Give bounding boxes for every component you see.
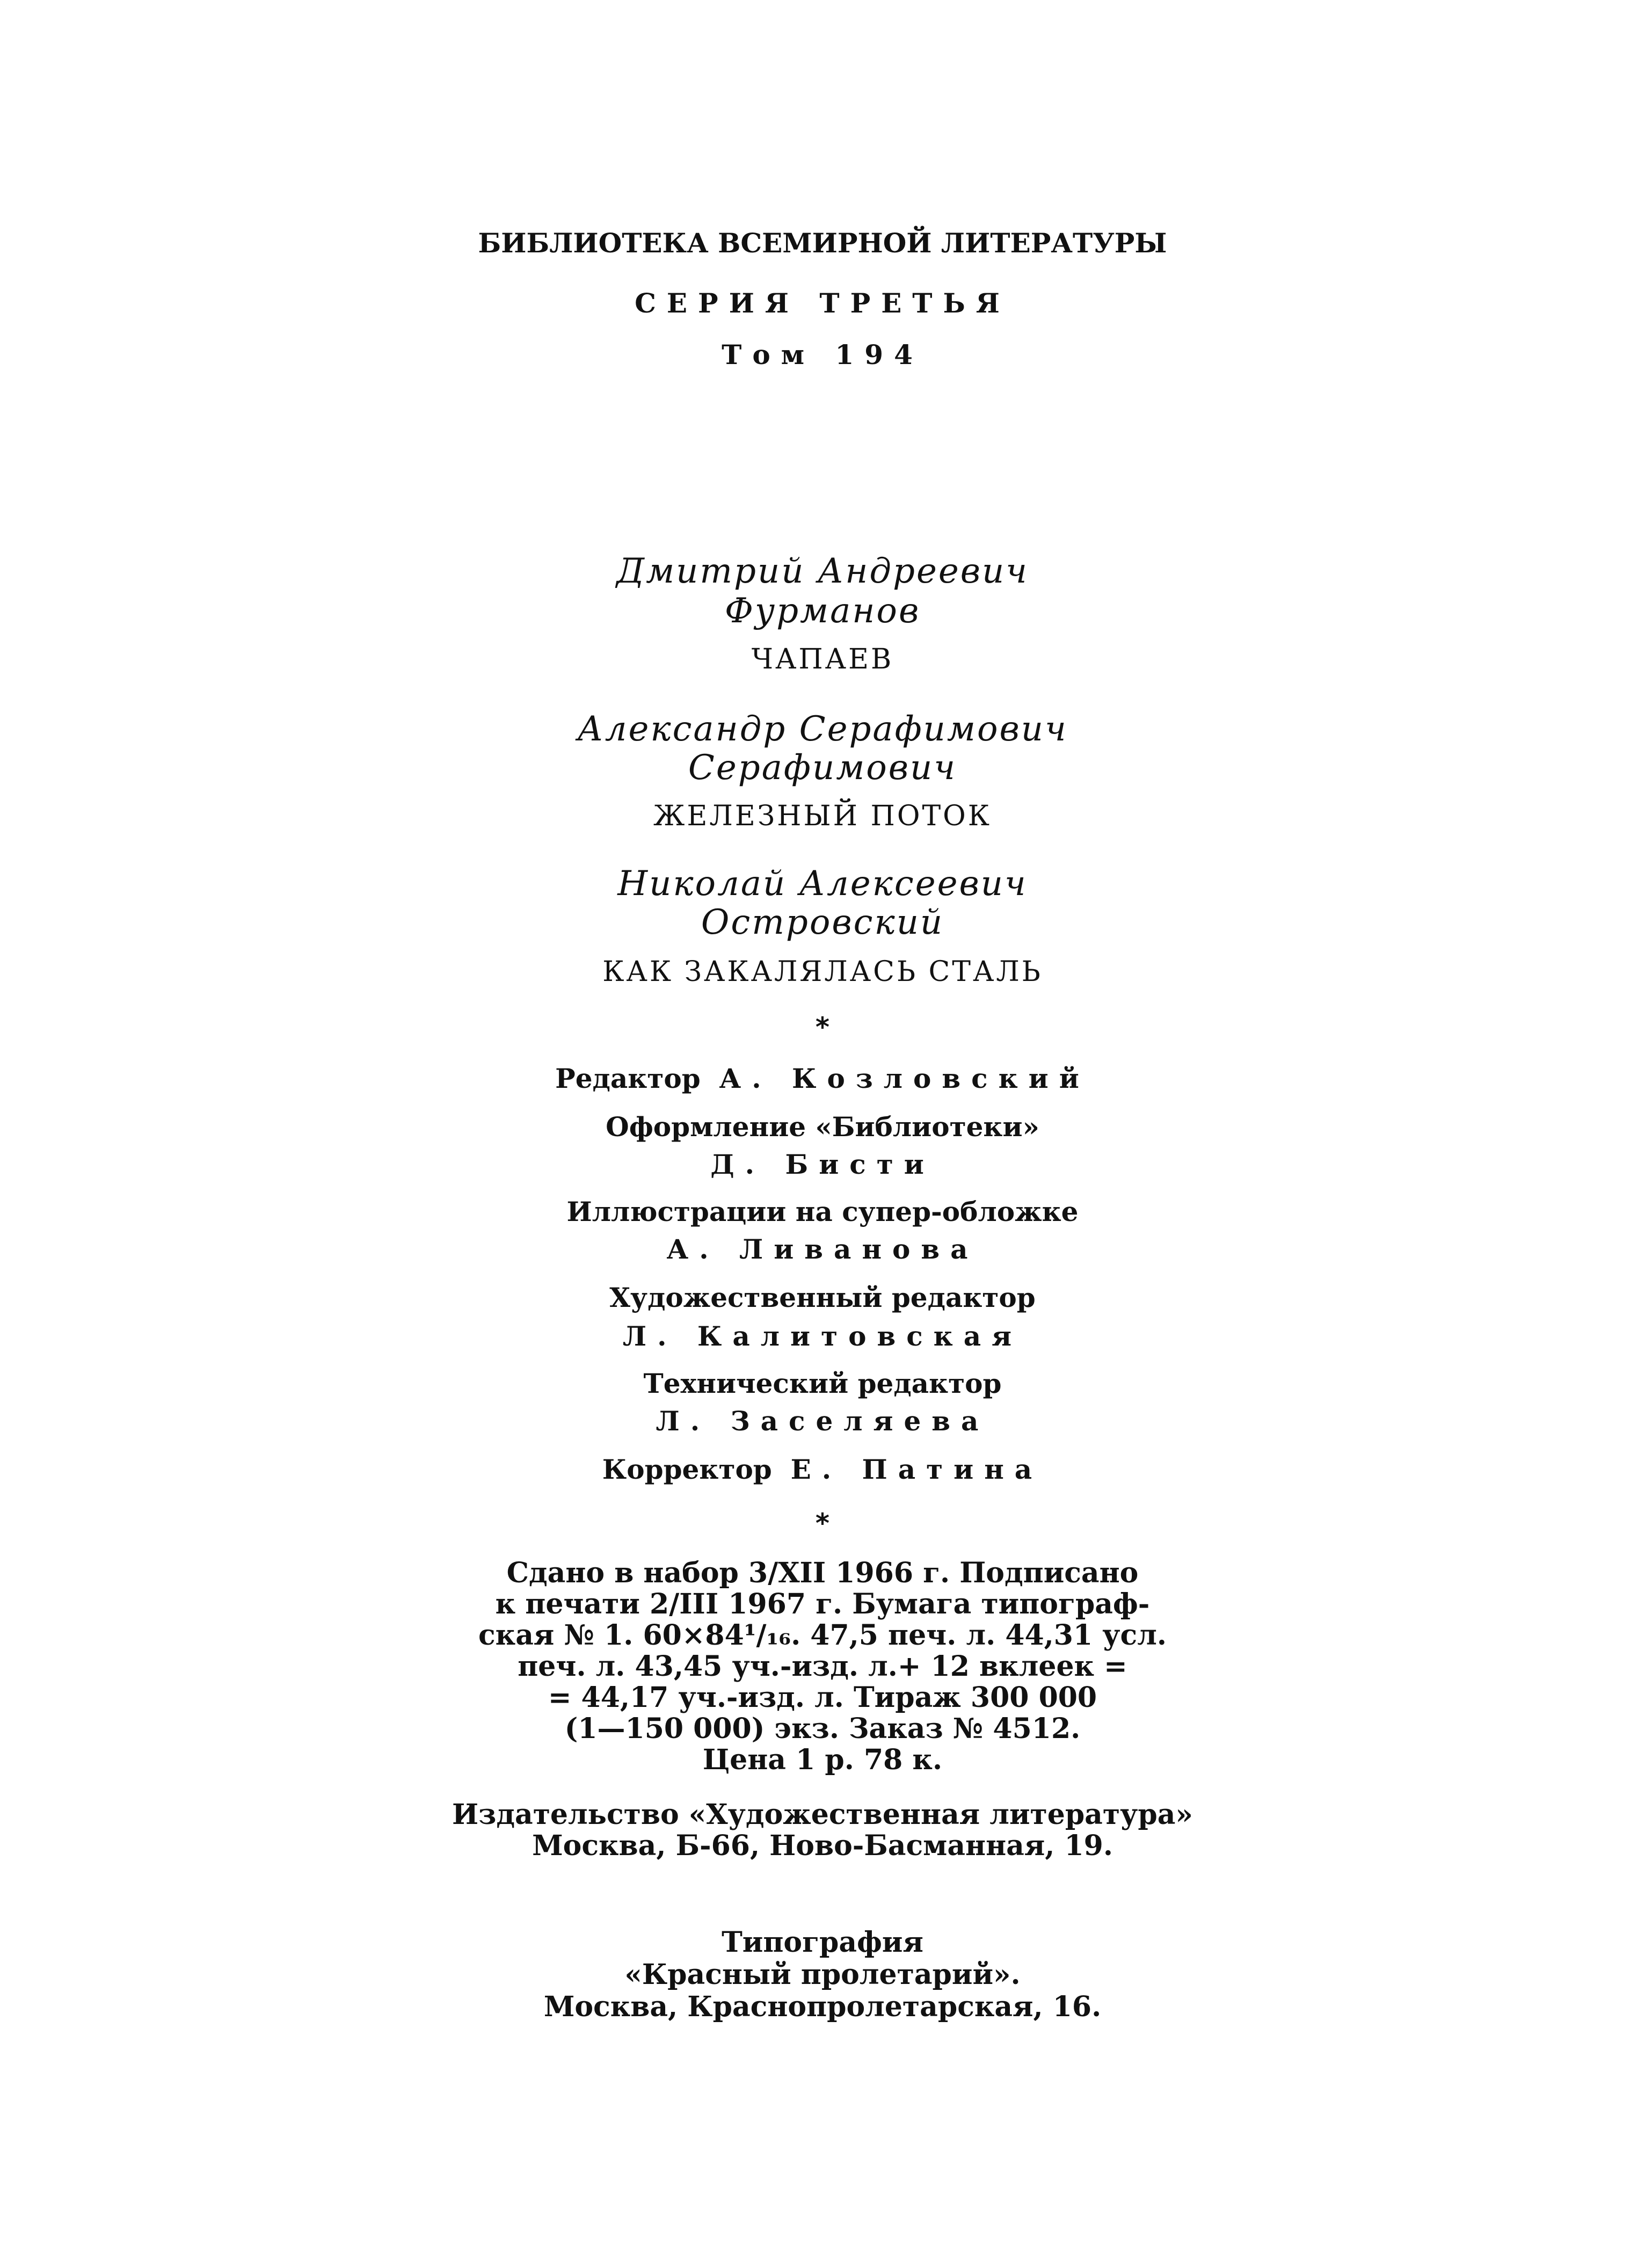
corrector-role: Корректор	[602, 1453, 772, 1485]
print-info-line: печ. л. 43,45 уч.-изд. л.+ 12 вклеек =	[518, 1650, 1127, 1683]
series-name: СЕРИЯ ТРЕТЬЯ	[635, 287, 1010, 319]
work-title: КАК ЗАКАЛЯЛАСЬ СТАЛЬ	[602, 956, 1043, 988]
separator-asterisk: *	[815, 1508, 830, 1539]
work-title: ЖЕЛЕЗНЫЙ ПОТОК	[653, 800, 992, 832]
art-editor-role: Художественный редактор	[609, 1282, 1036, 1313]
separator-asterisk: *	[815, 1012, 830, 1043]
tech-editor-name: Л. Заселяева	[656, 1405, 989, 1437]
tech-editor-role: Технический редактор	[643, 1368, 1002, 1399]
author-last-name: Островский	[701, 903, 944, 942]
printer-address: Москва, Краснопролетарская, 16.	[543, 1990, 1102, 2023]
print-info-line: = 44,17 уч.-изд. л. Тираж 300 000	[548, 1681, 1097, 1714]
illustration-name: А. Ливанова	[666, 1233, 979, 1265]
printer-name: «Красный пролетарий».	[624, 1958, 1021, 1991]
editor-credit	[0, 1065, 1645, 1092]
illustration-role: Иллюстрации на супер-обложке	[566, 1196, 1079, 1227]
author-first-name: Дмитрий Андреевич	[616, 551, 1029, 591]
print-info-line: (1—150 000) экз. Заказ № 4512.	[564, 1712, 1081, 1745]
editor-role: Редактор	[555, 1063, 701, 1094]
publisher-name: Издательство «Художественная литература»	[452, 1798, 1193, 1831]
print-info-line: ская № 1. 60×84¹/₁₆. 47,5 печ. л. 44,31 усл.	[478, 1619, 1167, 1652]
print-info-line: Цена 1 р. 78 к.	[702, 1743, 943, 1776]
design-role: Оформление «Библиотеки»	[606, 1111, 1039, 1143]
author-last-name: Серафимович	[688, 748, 957, 788]
library-name: БИБЛИОТЕКА ВСЕМИРНОЙ ЛИТЕРАТУРЫ	[478, 227, 1167, 259]
print-info-line: Сдано в набор 3/XII 1966 г. Подписано	[506, 1557, 1139, 1589]
art-editor-name: Л. Калитовская	[622, 1320, 1023, 1352]
author-first-name: Александр Серафимович	[577, 709, 1068, 749]
author-first-name: Николай Алексеевич	[617, 864, 1028, 904]
corrector-credit	[0, 1453, 1645, 1485]
corrector-name: Е. Патина	[790, 1453, 1043, 1485]
volume-number: Том 194	[722, 339, 923, 370]
publisher-address: Москва, Б-66, Ново-Басманная, 19.	[532, 1829, 1113, 1862]
design-name: Д. Бисти	[710, 1148, 935, 1180]
work-title: ЧАПАЕВ	[751, 643, 894, 675]
print-info-line: к печати 2/III 1967 г. Бумага типограф-	[495, 1588, 1150, 1620]
printer-label: Типография	[722, 1926, 923, 1959]
editor-name: А. Козловский	[719, 1063, 1090, 1094]
author-last-name: Фурманов	[724, 591, 921, 631]
